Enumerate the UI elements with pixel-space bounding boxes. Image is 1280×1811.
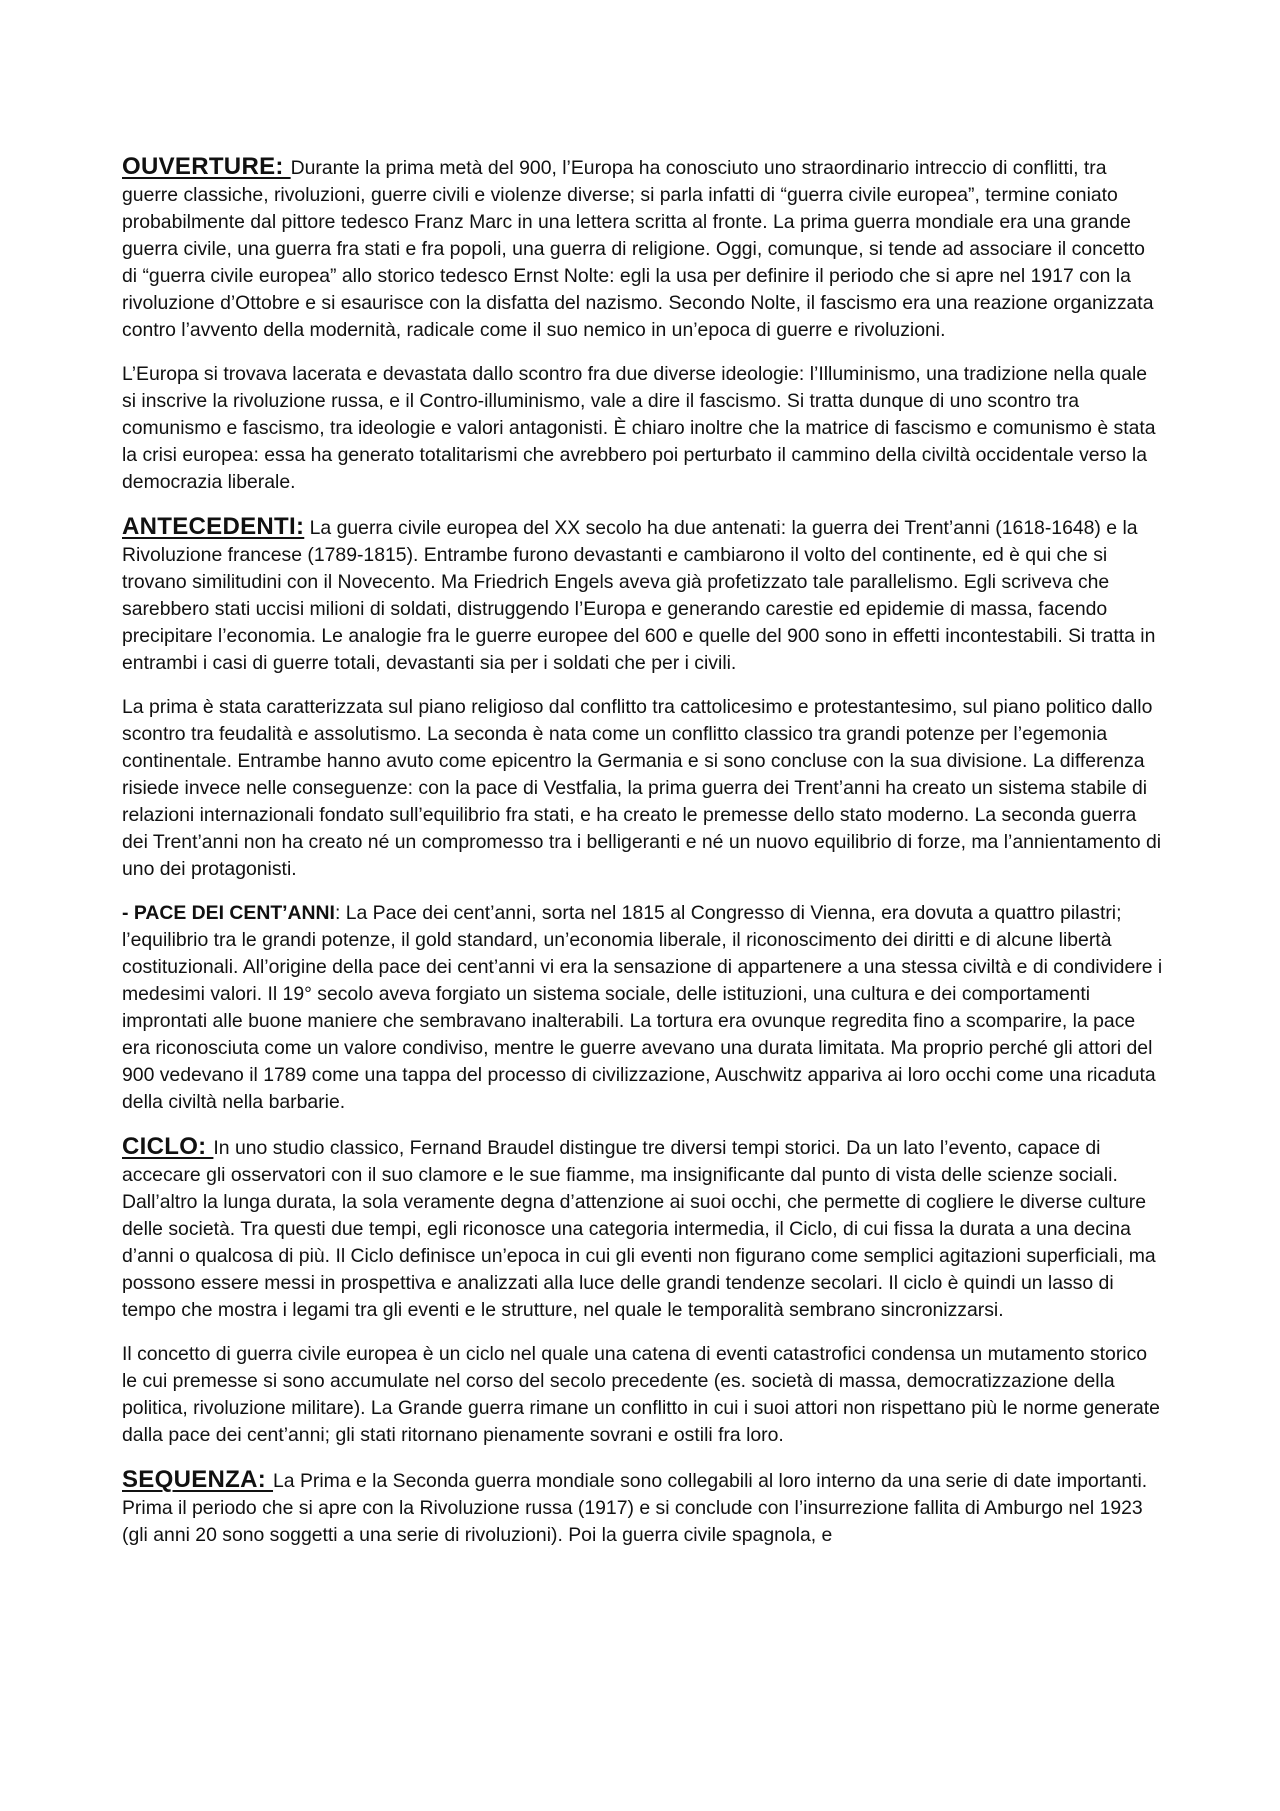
paragraph: Il concetto di guerra civile europea è un ciclo nel quale una catena di eventi catastrofici condensa un mutamento storico le cui premesse si sono accumulate nel corso del secolo precedente (es. società di massa, democratizzazione della politica, rivoluzione militare). La Grande guerra rimane un conflitto in cui i suoi attori non rispettano più le norme generate dalla pace dei cent’anni; gli stati ritornano pienamente sovrani e ostili fra loro. <box>122 1343 1160 1446</box>
paragraph-text: La Prima e la Seconda guerra mondiale sono collegabili al loro interno da una serie di date importanti. Prima il periodo che si apre con la Rivoluzione russa (1917) e si conclude con l’insurrezione fallita di Amburgo nel 1923 (gli anni 20 sono soggetti a una serie di rivoluzioni). Poi la guerra civile spagnola, e <box>122 1470 1148 1546</box>
paragraph: L’Europa si trovava lacerata e devastata dallo scontro fra due diverse ideologie: l’Illuminismo, una tradizione nella quale si inscrive la rivoluzione russa, e il Contro-illuminismo, vale a dire il fascismo. Si tratta dunque di uno scontro tra comunismo e fascismo, tra ideologie e valori antagonisti. È chiaro inoltre che la matrice di fascismo e comunismo è stata la crisi europea: essa ha generato totalitarismi che avrebbero poi perturbato il cammino della civiltà occidentale verso la democrazia liberale. <box>122 363 1156 493</box>
paragraph-antecedenti <box>122 513 1164 677</box>
paragraph-text: La guerra civile europea del XX secolo ha due antenati: la guerra dei Trent’anni (1618-1648) e la Rivoluzione francese (1789-1815). Entrambe furono devastanti e cambiarono il volto del continente, ed è qui che si trovano similitudini con il Novecento. Ma Friedrich Engels aveva già profetizzato tale parallelismo. Egli scriveva che sarebbero stati uccisi milioni di soldati, distruggendo l’Europa e generando carestie ed epidemie di massa, facendo precipitare l’economia. Le analogie fra le guerre europee del 600 e quelle del 900 sono in effetti incontestabili. Si tratta in entrambi i casi di guerre totali, devastanti sia per i soldati che per i civili. <box>122 517 1156 674</box>
document-page <box>122 153 1164 1566</box>
paragraph: La prima è stata caratterizzata sul piano religioso dal conflitto tra cattolicesimo e protestantesimo, sul piano politico dallo scontro tra feudalità e assolutismo. La seconda è nata come un conflitto classico tra grandi potenze per l’egemonia continentale. Entrambe hanno avuto come epicentro la Germania e si sono concluse con la sua divisione. La differenza risiede invece nelle conseguenze: con la pace di Vestfalia, la prima guerra dei Trent’anni ha creato un sistema stabile di relazioni internazionali fondato sull’equilibrio fra stati, e ha creato le premesse dello stato moderno. La seconda guerra dei Trent’anni non ha creato né un compromesso tra i belligeranti e né un nuovo equilibrio di forze, ma l’annientamento di uno dei protagonisti. <box>122 696 1162 880</box>
paragraph-sequenza <box>122 1466 1164 1549</box>
paragraph-pace-dei-centanni <box>122 900 1164 1116</box>
section-heading-antecedenti: ANTECEDENTI: <box>122 513 305 540</box>
paragraph-text: Durante la prima metà del 900, l’Europa ha conosciuto uno straordinario intreccio di conflitti, tra guerre classiche, rivoluzioni, guerre civili e violenze diverse; si parla infatti di “guerra civile europea”, termine coniato probabilmente dal pittore tedesco Franz Marc in una lettera scritta al fronte. La prima guerra mondiale era una grande guerra civile, una guerra fra stati e fra popoli, una guerra di religione. Oggi, comunque, si tende ad associare il concetto di “guerra civile europea” allo storico tedesco Ernst Nolte: egli la usa per definire il periodo che si apre nel 1917 con la rivoluzione d’Ottobre e si esaurisce con la disfatta del nazismo. Secondo Nolte, il fascismo era una reazione organizzata contro l’avvento della modernità, radicale come il suo nemico in un’epoca di guerre e rivoluzioni. <box>122 157 1154 341</box>
paragraph-text: : La Pace dei cent’anni, sorta nel 1815 al Congresso di Vienna, era dovuta a quattro pilastri; l’equilibrio tra le grandi potenze, il gold standard, un’economia liberale, il riconoscimento dei diritti e di alcune libertà costituzionali. All’origine della pace dei cent’anni vi era la sensazione di appartenere a una stessa civiltà e di condividere i medesimi valori. Il 19° secolo aveva forgiato un sistema sociale, delle istituzioni, una cultura e dei comportamenti improntati alle buone maniere che sembravano inalterabili. La tortura era ovunque regredita fino a scomparire, la pace era riconosciuta come un valore condiviso, mentre le guerre avevano una durata limitata. Ma proprio perché gli attori del 900 vedevano il 1789 come una tappa del processo di civilizzazione, Auschwitz appariva ai loro occhi come una ricaduta della civiltà nella barbarie. <box>122 902 1163 1113</box>
section-heading-ciclo: CICLO: <box>122 1133 214 1160</box>
paragraph-ciclo <box>122 1133 1164 1324</box>
section-heading-sequenza: SEQUENZA: <box>122 1466 274 1493</box>
subsection-heading-pace-dei-centanni: - PACE DEI CENT’ANNI <box>122 902 335 924</box>
section-heading-ouverture: OUVERTURE: <box>122 153 291 180</box>
paragraph-ouverture <box>122 153 1164 344</box>
paragraph-text: In uno studio classico, Fernand Braudel distingue tre diversi tempi storici. Da un lato l’evento, capace di accecare gli osservatori con il suo clamore e le sue fiamme, ma insignificante dal punto di vista delle scienze sociali. Dall’altro la lunga durata, la sola veramente degna d’attenzione ai suoi occhi, che permette di cogliere le diverse culture delle società. Tra questi due tempi, egli riconosce una categoria intermedia, il Ciclo, di cui fissa la durata a una decina d’anni o qualcosa di più. Il Ciclo definisce un’epoca in cui gli eventi non figurano come semplici agitazioni superficiali, ma possono essere messi in prospettiva e analizzati alla luce delle grandi tendenze secolari. Il ciclo è quindi un lasso di tempo che mostra i legami tra gli eventi e le strutture, nel quale le temporalità sembrano sincronizzarsi. <box>122 1137 1156 1321</box>
